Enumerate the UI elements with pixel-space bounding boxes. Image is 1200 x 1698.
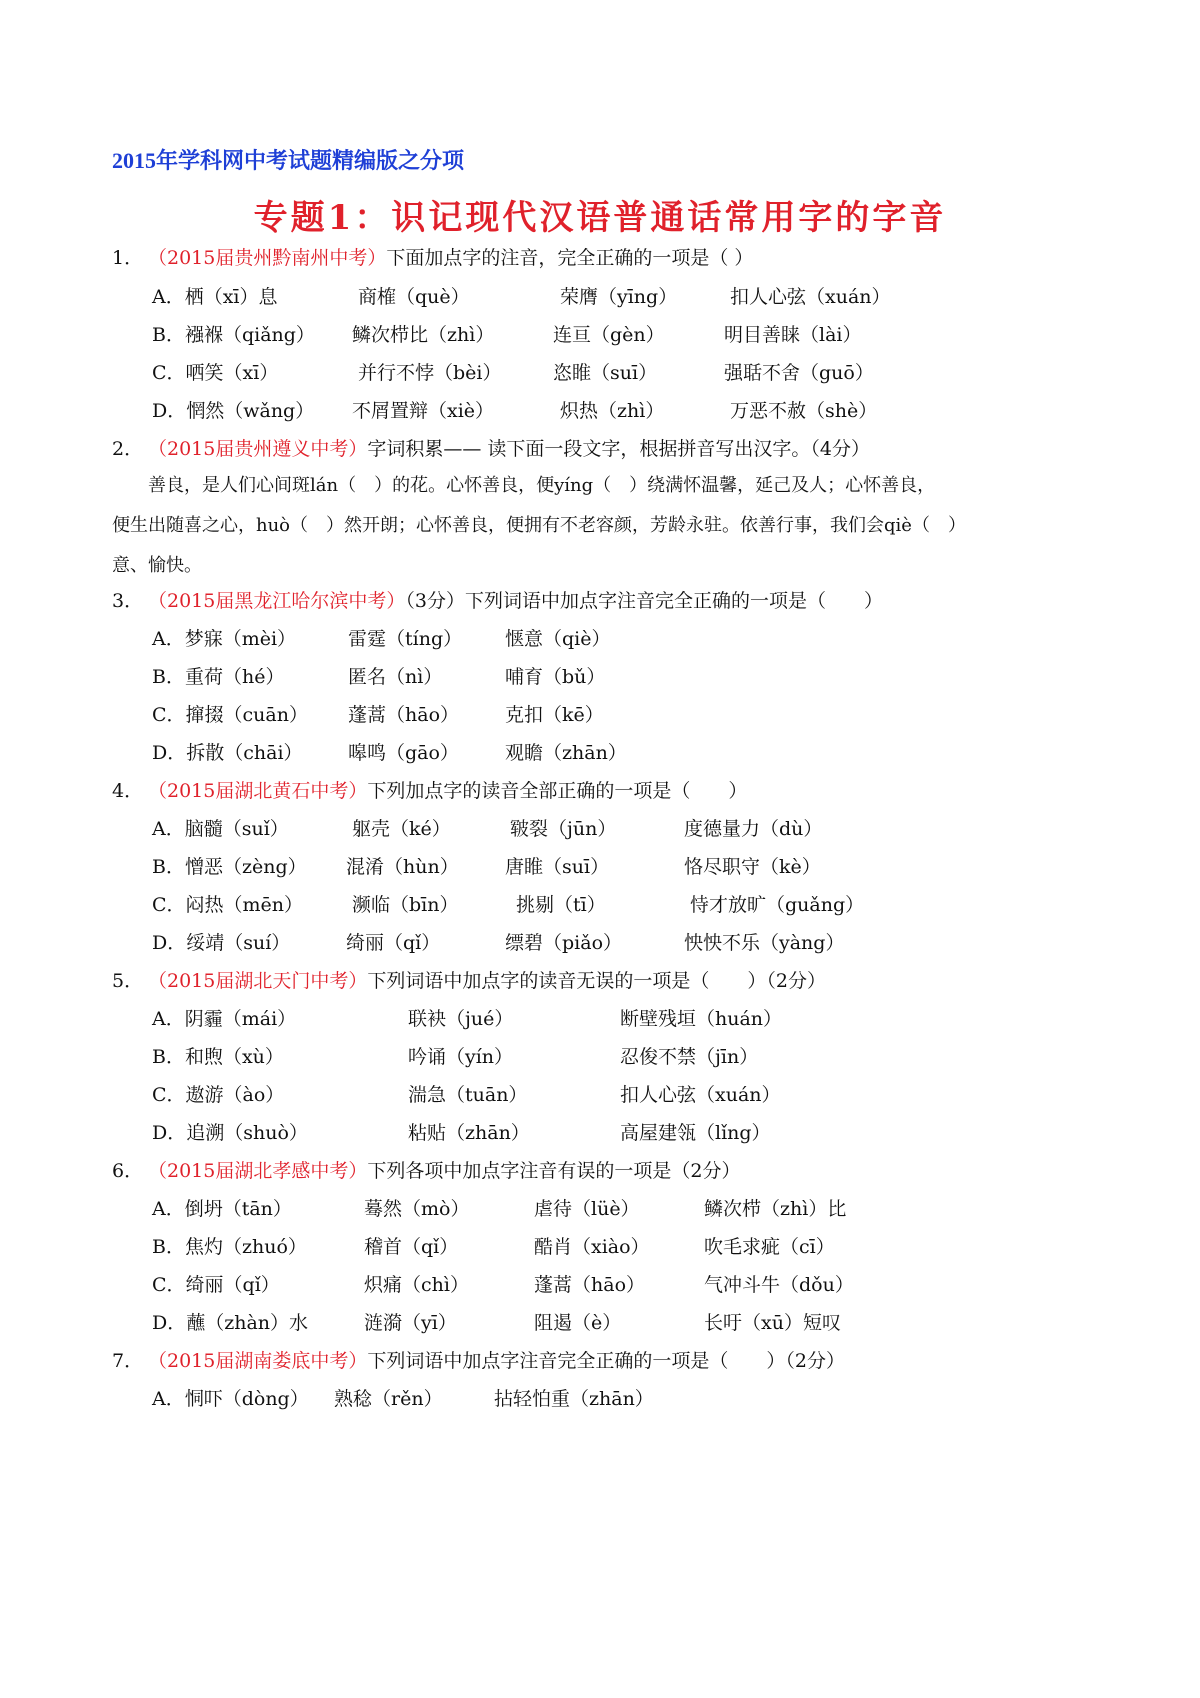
option: 扣人心弦（xuán） <box>730 286 891 308</box>
option: 涟漪（yī） <box>364 1312 457 1334</box>
option: 长吁（xū）短叹 <box>704 1312 841 1334</box>
option: D．追溯（shuò） <box>152 1122 308 1144</box>
option: A．栖（xī）息 <box>152 286 278 308</box>
option: 连亘（gèn） <box>553 324 665 346</box>
option: 吹毛求疵（cī） <box>704 1236 835 1258</box>
question-number: 6． <box>112 1160 144 1182</box>
option: 拈轻怕重（zhān） <box>494 1388 654 1410</box>
option: 皲裂（jūn） <box>510 818 617 840</box>
option: 强聒不舍（guō） <box>724 362 874 384</box>
option: 粘贴（zhān） <box>408 1122 530 1144</box>
option: 荣膺（yīng） <box>560 286 678 308</box>
question-5 <box>112 966 826 993</box>
option: 恃才放旷（guǎng） <box>690 894 865 916</box>
option: B．襁褓（qiǎng） <box>152 324 315 346</box>
option: 濒临（bīn） <box>352 894 459 916</box>
series-title: 2015年学科网中考试题精编版之分项 <box>112 148 465 173</box>
option: 稽首（qǐ） <box>364 1236 459 1258</box>
option: D．绥靖（suí） <box>152 932 291 954</box>
option: 蓬蒿（hāo） <box>348 704 460 726</box>
option: 唐睢（suī） <box>505 856 610 878</box>
option: 明目善睐（lài） <box>724 324 862 346</box>
option: 混淆（hùn） <box>346 856 459 878</box>
option: 观瞻（zhān） <box>505 742 627 764</box>
question-source: （2015届湖北孝感中考） <box>148 1160 368 1182</box>
question-source: （2015届黑龙江哈尔滨中考） <box>148 590 406 612</box>
question-passage <box>112 466 1107 586</box>
option: C．撺掇（cuān） <box>152 704 308 726</box>
option: 虐待（lüè） <box>534 1198 640 1220</box>
option: A．恫吓（dòng） <box>152 1388 309 1410</box>
option: 湍急（tuān） <box>408 1084 528 1106</box>
option: 蓦然（mò） <box>364 1198 470 1220</box>
question-source: （2015届湖北黄石中考） <box>148 780 368 802</box>
option: B．和煦（xù） <box>152 1046 284 1068</box>
option: 雷霆（tíng） <box>348 628 463 650</box>
question-text: 下面加点字的注音，完全正确的一项是（ ） <box>386 247 754 269</box>
option: 酷肖（xiào） <box>534 1236 650 1258</box>
option: 炽痛（chì） <box>364 1274 469 1296</box>
option: 气冲斗牛（dǒu） <box>704 1274 854 1296</box>
question-source: （2015届湖南娄底中考） <box>148 1350 368 1372</box>
option: 绮丽（qǐ） <box>346 932 441 954</box>
option: A．脑髓（suǐ） <box>152 818 289 840</box>
option: 恪尽职守（kè） <box>684 856 821 878</box>
option: 嗥鸣（gāo） <box>348 742 459 764</box>
option: 联袂（jué） <box>408 1008 514 1030</box>
question-text: 下列各项中加点字注音有误的一项是（2分） <box>367 1160 741 1182</box>
option: 蓬蒿（hāo） <box>534 1274 646 1296</box>
option: C．遨游（ào） <box>152 1084 285 1106</box>
option: C．绮丽（qǐ） <box>152 1274 280 1296</box>
option: 并行不悖（bèi） <box>358 362 502 384</box>
option: A．阴霾（mái） <box>152 1008 297 1030</box>
option: 不屑置辩（xiè） <box>352 400 495 422</box>
option: 恣睢（suī） <box>553 362 658 384</box>
option: 哺育（bǔ） <box>505 666 606 688</box>
option: A．倒坍（tān） <box>152 1198 292 1220</box>
option: B．重荷（hé） <box>152 666 285 688</box>
option: C．闷热（mēn） <box>152 894 304 916</box>
question-number: 2． <box>112 438 144 460</box>
question-2 <box>112 434 870 461</box>
option: 缥碧（piǎo） <box>505 932 623 954</box>
option: 高屋建瓴（lǐng） <box>620 1122 771 1144</box>
question-6 <box>112 1156 740 1183</box>
question-source: （2015届贵州黔南州中考） <box>148 247 387 269</box>
question-number: 7． <box>112 1350 144 1372</box>
passage-line: 便生出随喜之心，huò（ ）然开朗；心怀善良，便拥有不老容颜，芳龄永驻。依善行事，我们会qiè（ ） <box>112 515 966 536</box>
question-source: （2015届湖北天门中考） <box>148 970 368 992</box>
option: 匿名（nì） <box>348 666 443 688</box>
option: B．焦灼（zhuó） <box>152 1236 307 1258</box>
question-7 <box>112 1346 845 1373</box>
option: B．憎恶（zèng） <box>152 856 307 878</box>
option: 挑剔（tī） <box>516 894 606 916</box>
option: 度德量力（dù） <box>684 818 823 840</box>
question-4 <box>112 776 747 803</box>
question-1 <box>112 243 753 270</box>
option: 忍俊不禁（jīn） <box>620 1046 759 1068</box>
question-number: 5． <box>112 970 144 992</box>
option: D．蘸（zhàn）水 <box>152 1312 309 1334</box>
passage-line: 意、愉快。 <box>112 555 202 576</box>
option: 熟稔（rěn） <box>334 1388 443 1410</box>
question-number: 4． <box>112 780 144 802</box>
option: 炽热（zhì） <box>560 400 665 422</box>
option: D．惘然（wǎng） <box>152 400 315 422</box>
option: 断壁残垣（huán） <box>620 1008 783 1030</box>
option: 扣人心弦（xuán） <box>620 1084 781 1106</box>
option: 克扣（kē） <box>505 704 604 726</box>
question-text: （3分）下列词语中加点字注音完全正确的一项是（ ） <box>405 590 883 612</box>
question-source: （2015届贵州遵义中考） <box>148 438 368 460</box>
option: C．哂笑（xī） <box>152 362 279 384</box>
option: 商榷（què） <box>358 286 470 308</box>
option: A．梦寐（mèi） <box>152 628 297 650</box>
question-text: 字词积累—— 读下面一段文字，根据拼音写出汉字。（4分） <box>367 438 870 460</box>
question-text: 下列加点字的读音全部正确的一项是（ ） <box>367 780 748 802</box>
question-text: 下列词语中加点字的读音无误的一项是（ ）（2分） <box>367 970 826 992</box>
passage-line: 善良，是人们心间斑lán（ ）的花。心怀善良，便yíng（ ）绕满怀温馨，延己及人；心怀善良， <box>148 475 936 496</box>
option: 阻遏（è） <box>534 1312 622 1334</box>
question-number: 1． <box>112 247 144 269</box>
option: 惬意（qiè） <box>505 628 611 650</box>
question-number: 3． <box>112 590 144 612</box>
question-3 <box>112 586 883 613</box>
option: 万恶不赦（shè） <box>730 400 878 422</box>
option: 怏怏不乐（yàng） <box>684 932 845 954</box>
option: 吟诵（yín） <box>408 1046 514 1068</box>
question-text: 下列词语中加点字注音完全正确的一项是（ ）（2分） <box>367 1350 845 1372</box>
page-title: 专题1：识记现代汉语普通话常用字的字音 <box>253 198 947 238</box>
option: D．拆散（chāi） <box>152 742 303 764</box>
option: 鳞次栉（zhì）比 <box>704 1198 847 1220</box>
option: 躯壳（ké） <box>352 818 451 840</box>
option: 鳞次栉比（zhì） <box>352 324 495 346</box>
